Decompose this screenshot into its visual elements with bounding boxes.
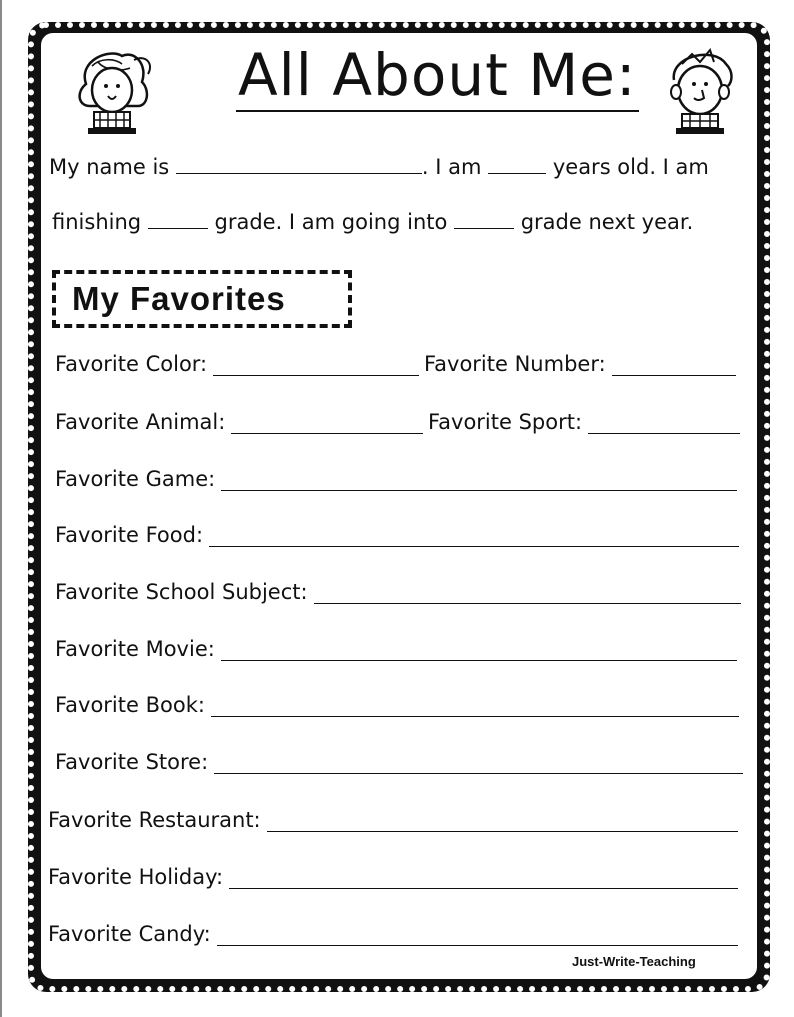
favorite-game-row <box>55 467 737 491</box>
favorite-store-field[interactable] <box>214 751 743 774</box>
intro-line-2 <box>52 210 693 234</box>
favorite-sport-label: Favorite Sport: <box>428 410 583 434</box>
favorite-food-label: Favorite Food: <box>55 523 204 547</box>
finishing-label: finishing <box>52 210 142 234</box>
credit-text: Just-Write-Teaching <box>572 954 696 969</box>
favorite-game-label: Favorite Game: <box>55 467 216 491</box>
favorite-animal-field[interactable] <box>231 411 423 434</box>
name-label: My name is <box>49 155 170 179</box>
age-field[interactable] <box>488 155 546 174</box>
favorite-book-field[interactable] <box>211 694 739 717</box>
favorite-color-label: Favorite Color: <box>55 352 208 376</box>
favorite-holiday-label: Favorite Holiday: <box>48 865 224 889</box>
favorite-candy-field[interactable] <box>217 923 738 946</box>
favorite-holiday-row <box>48 865 738 889</box>
age-label: . I am <box>421 155 482 179</box>
years-old-label: years old. I am <box>552 155 709 179</box>
favorite-movie-row <box>55 637 737 661</box>
next-grade-field[interactable] <box>454 210 514 229</box>
favorite-store-row <box>55 750 743 774</box>
favorites-heading: My Favorites <box>72 280 286 317</box>
girl-avatar-icon <box>64 46 160 138</box>
favorite-holiday-field[interactable] <box>229 866 738 889</box>
favorite-candy-label: Favorite Candy: <box>48 922 211 946</box>
favorite-number-label: Favorite Number: <box>424 352 606 376</box>
favorite-movie-field[interactable] <box>221 638 737 661</box>
favorite-color-field[interactable] <box>213 353 419 376</box>
favorite-school-subject-row <box>55 580 741 604</box>
favorite-sport-field[interactable] <box>588 411 740 434</box>
favorite-movie-label: Favorite Movie: <box>55 637 215 661</box>
page-title: All About Me: <box>236 40 639 112</box>
favorite-restaurant-label: Favorite Restaurant: <box>48 808 261 832</box>
favorite-animal-row <box>55 410 423 434</box>
favorite-number-field[interactable] <box>612 353 736 376</box>
next-year-label: grade next year. <box>520 210 694 234</box>
favorite-sport-row <box>428 410 740 434</box>
favorite-school-subject-label: Favorite School Subject: <box>55 580 308 604</box>
favorite-restaurant-row <box>48 808 738 832</box>
favorite-animal-label: Favorite Animal: <box>55 410 226 434</box>
page-edge <box>0 0 2 1017</box>
going-into-label: grade. I am going into <box>214 210 448 234</box>
favorite-book-row <box>55 693 739 717</box>
favorite-school-subject-field[interactable] <box>314 581 741 604</box>
favorite-store-label: Favorite Store: <box>55 750 209 774</box>
favorite-color-row <box>55 352 419 376</box>
current-grade-field[interactable] <box>148 210 208 229</box>
intro-line-1 <box>49 155 709 179</box>
boy-avatar-icon <box>652 46 748 138</box>
favorite-food-field[interactable] <box>209 524 739 547</box>
name-field[interactable] <box>176 155 422 174</box>
favorite-restaurant-field[interactable] <box>267 809 738 832</box>
favorite-book-label: Favorite Book: <box>55 693 205 717</box>
favorite-candy-row <box>48 922 738 946</box>
favorite-food-row <box>55 523 739 547</box>
favorite-game-field[interactable] <box>221 468 737 491</box>
favorite-number-row <box>424 352 736 376</box>
